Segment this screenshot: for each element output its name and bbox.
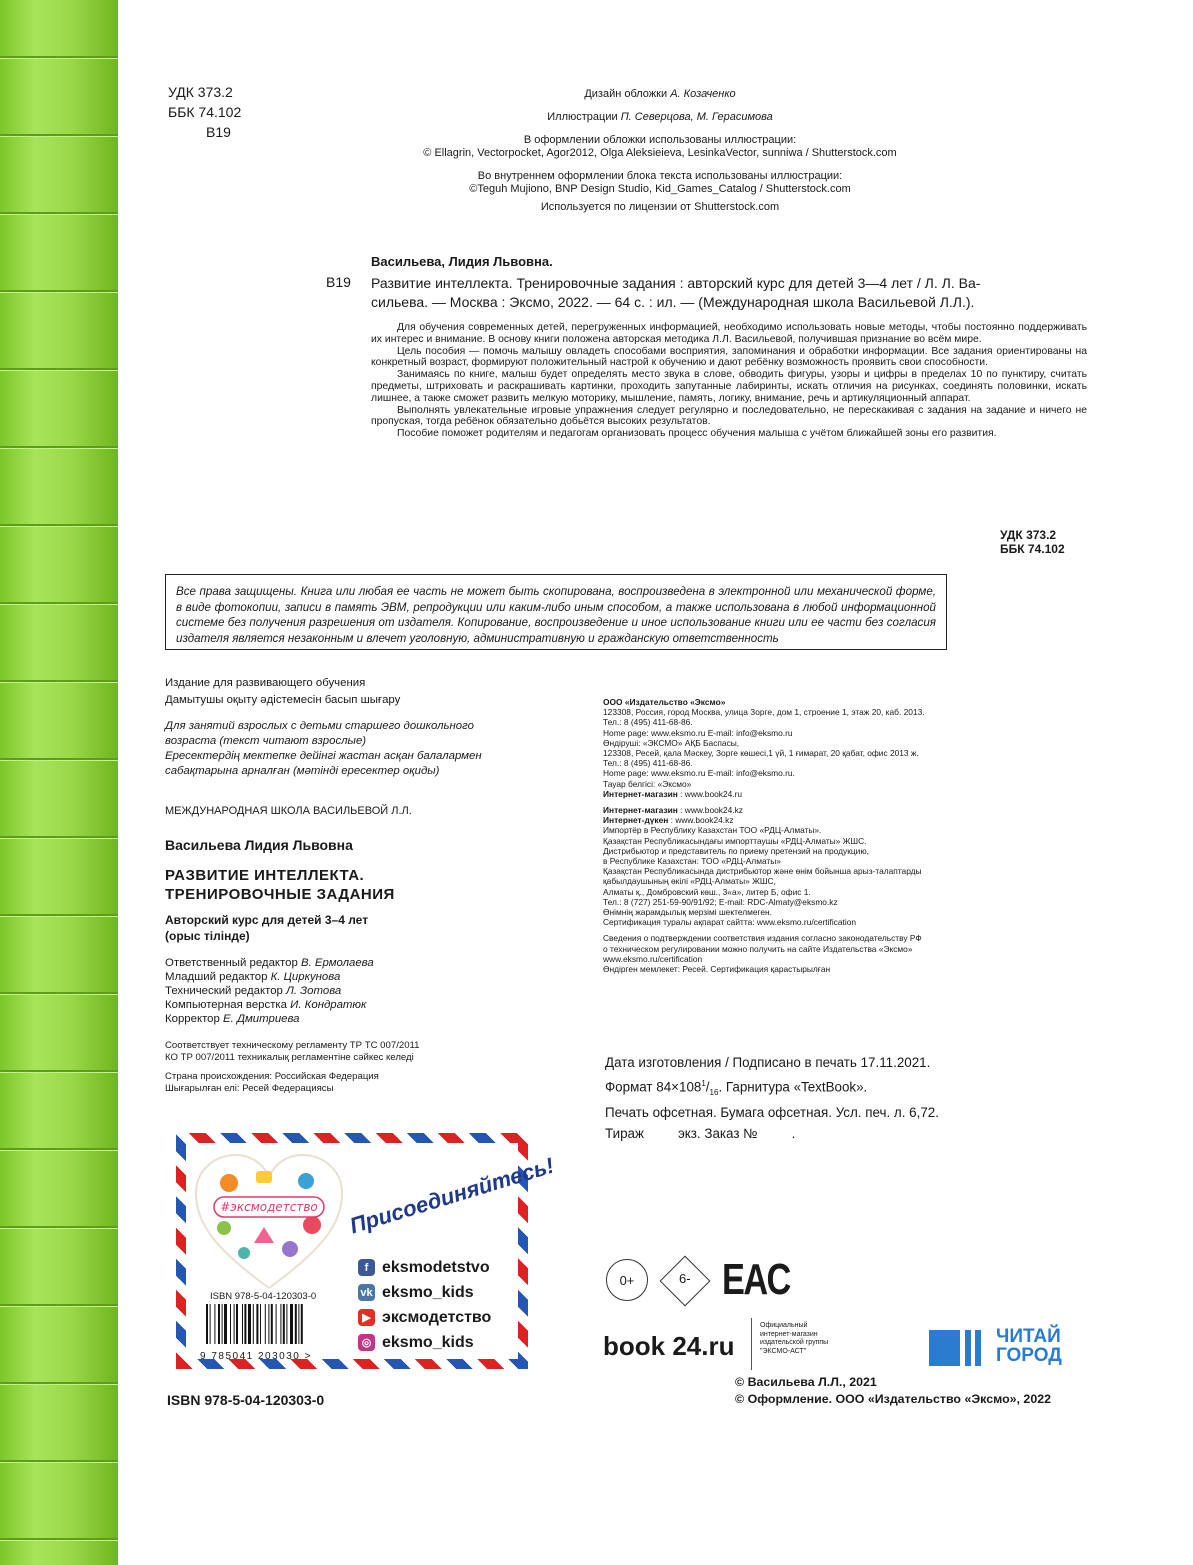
spine-tile bbox=[0, 1384, 118, 1462]
udk-code: УДК 373.2 bbox=[1000, 528, 1057, 542]
social-handle: eksmo_kids bbox=[382, 1283, 474, 1301]
abstract-paragraph: Пособие поможет родителям и педагогам организовать процесс обучения малыша с учётом ближайшей зоны его развития. bbox=[397, 428, 997, 440]
publisher-line: Қазақстан Республикасында дистрибьютор және өнім бойынша арыз-талаптарды bbox=[603, 866, 922, 877]
cover-illus-sources: © Ellagrin, Vectorpocket, Agor2012, Olga Aleksieieva, LesinkaVector, sunniwa / Shutterstock.com bbox=[423, 147, 897, 159]
barcode-bar bbox=[268, 1304, 269, 1344]
heart-illustration bbox=[194, 1153, 344, 1291]
abstract-paragraph: Цель пособия — помочь малышу овладеть способами восприятия, запоминания и обработки информации. Все задания ориентированы на конкретный возраст, формируют положительный настрой к обучению и дают ребёнку возможность проявить свои способности. bbox=[371, 345, 1087, 369]
copyright-lines bbox=[735, 1374, 1051, 1408]
publisher-line: Қазақстан Республикасындағы импорттаушы «РДЦ-Алматы» ЖШС. bbox=[603, 835, 867, 846]
age-note: Для занятий взрослых с детьми старшего дошкольного возраста (текст читают взрослые) Ересектердің мектепке дейінгі жастан асқан балалармен сабақтарына арналған (мәтінді ересектер оқиды) bbox=[165, 720, 482, 777]
barcode-bar bbox=[214, 1304, 215, 1344]
barcode-bar bbox=[244, 1304, 246, 1344]
publisher-line: в Республике Казахстан: ТОО «РДЦ-Алматы» bbox=[603, 856, 781, 867]
publisher-line: Интернет-магазин : www.book24.kz bbox=[603, 805, 743, 816]
spine-tile bbox=[0, 838, 118, 916]
barcode-bar bbox=[298, 1304, 299, 1344]
book24-logo: book 24.ru bbox=[603, 1331, 735, 1361]
illustrations-credit: Иллюстрации П. Северцова, М. Герасимова bbox=[547, 111, 773, 123]
biblio-line-2: сильева. — Москва : Эксмо, 2022. — 64 с. : ил. — (Международная школа Васильевой Л.Л.). bbox=[371, 294, 975, 310]
promo-card bbox=[176, 1133, 557, 1369]
barcode-bars bbox=[200, 1302, 350, 1346]
bbk-line: ББК 74.102 bbox=[168, 104, 242, 120]
publisher-line: Home page: www.eksmo.ru E-mail: info@eksmo.ru bbox=[603, 727, 793, 738]
barcode-bar bbox=[295, 1304, 297, 1344]
barcode-bar bbox=[280, 1304, 281, 1344]
spine-tile bbox=[0, 1072, 118, 1150]
barcode-bar bbox=[242, 1304, 243, 1344]
biblio-line-1: Развитие интеллекта. Тренировочные задания : авторский курс для детей 3—4 лет / Л. Л. Ва- bbox=[371, 275, 981, 291]
barcode-bar bbox=[253, 1304, 254, 1344]
abstract bbox=[371, 322, 1087, 440]
logo-divider bbox=[751, 1318, 752, 1370]
barcode-bar bbox=[260, 1304, 261, 1344]
credits-block bbox=[330, 88, 990, 214]
author-mark: В19 bbox=[206, 124, 231, 140]
edition-type: Издание для развивающего обучения bbox=[165, 677, 366, 689]
left-author: Васильева Лидия Львовна bbox=[165, 837, 353, 853]
book-title: РАЗВИТИЕ ИНТЕЛЛЕКТА. ТРЕНИРОВОЧНЫЕ ЗАДАНИЯ bbox=[165, 867, 395, 903]
copyright-author: © Васильева Л.Л., 2021 bbox=[735, 1375, 877, 1389]
udk-block bbox=[168, 84, 241, 141]
print-paper: Печать офсетная. Бумага офсетная. Усл. печ. л. 6,72. bbox=[605, 1105, 939, 1121]
publisher-line: Алматы қ., Домбровский көш., 3«а», литер Б, офис 1. bbox=[603, 886, 811, 897]
spine-tile bbox=[0, 1540, 118, 1565]
language-note: (орыс тілінде) bbox=[165, 929, 250, 943]
spine-tile bbox=[0, 0, 118, 58]
spine-tile bbox=[0, 1150, 118, 1228]
bbk-code: ББК 74.102 bbox=[1000, 542, 1065, 556]
social-links bbox=[358, 1255, 491, 1355]
origin-note: Страна происхождения: Российская Федерация Шығарылған елі: Ресей Федерациясы bbox=[165, 1071, 379, 1094]
social-link[interactable] bbox=[358, 1330, 491, 1355]
staff-line: Младший редактор К. Циркунова bbox=[165, 971, 341, 983]
copyright-notice-box bbox=[165, 574, 947, 650]
spine-tile bbox=[0, 760, 118, 838]
barcode-bar bbox=[248, 1304, 251, 1344]
edition-info bbox=[165, 676, 495, 1094]
barcode-bar bbox=[206, 1304, 208, 1344]
green-spine bbox=[0, 0, 118, 1565]
age-rating-0plus: 0+ bbox=[606, 1259, 648, 1301]
instagram-icon: ◎ bbox=[358, 1334, 375, 1351]
social-link[interactable] bbox=[358, 1305, 491, 1330]
barcode-isbn: ISBN 978-5-04-120303-0 bbox=[210, 1291, 317, 1302]
publisher-line: Өндірген мемлекет: Ресей. Сертификация қарастырылған bbox=[603, 964, 831, 975]
facebook-icon: f bbox=[358, 1259, 375, 1276]
book-subtitle: Авторский курс для детей 3–4 лет bbox=[165, 913, 369, 927]
staff-line: Технический редактор Л. Зотова bbox=[165, 985, 342, 997]
spine-tile bbox=[0, 916, 118, 994]
biblio-record bbox=[371, 274, 1087, 312]
barcode-bar bbox=[265, 1304, 266, 1344]
copyright-design: © Оформление. ООО «Издательство «Эксмо», 2022 bbox=[735, 1392, 1051, 1406]
chitai-gorod-logo-mark bbox=[929, 1330, 986, 1366]
spine-tile bbox=[0, 1306, 118, 1384]
youtube-icon: ▶ bbox=[358, 1309, 375, 1326]
inner-illus-label: Во внутреннем оформлении блока текста использованы иллюстрации: bbox=[477, 170, 843, 182]
publisher-line: www.eksmo.ru/certification bbox=[603, 953, 703, 964]
barcode bbox=[200, 1291, 350, 1362]
publisher-line: Сертификация туралы ақпарат сайтта: www.eksmo.ru/certification bbox=[603, 917, 857, 928]
publisher-line: Импортёр в Республику Казахстан ТОО «РДЦ-Алматы». bbox=[603, 825, 822, 836]
license-note: Используется по лицензии от Shutterstock.com bbox=[540, 201, 780, 213]
barcode-bar bbox=[210, 1304, 211, 1344]
spine-tile bbox=[0, 682, 118, 760]
barcode-bar bbox=[283, 1304, 285, 1344]
abstract-paragraph: Для обучения современных детей, перегруженных информацией, необходимо использовать новые методы, чтобы постоянно поддерживать их интерес и внимание. В основу книги положена авторская методика Л.Л. Васильевой, получившая признание во всём мире. bbox=[371, 322, 1087, 345]
barcode-bar bbox=[222, 1304, 223, 1344]
social-handle: эксмодетство bbox=[382, 1308, 492, 1326]
publisher-line: Өнімнің жарамдылық мерзімі шектелмеген. bbox=[603, 907, 772, 918]
cover-illus-label: В оформлении обложки использованы иллюстрации: bbox=[523, 134, 797, 146]
spine-tile bbox=[0, 526, 118, 604]
barcode-bar bbox=[286, 1304, 287, 1344]
publisher-line: Сведения о подтверждении соответствия издания согласно законодательству РФ bbox=[603, 933, 922, 944]
abstract-udk bbox=[1000, 528, 1087, 556]
social-link[interactable] bbox=[358, 1255, 491, 1280]
series-name: МЕЖДУНАРОДНАЯ ШКОЛА ВАСИЛЬЕВОЙ Л.Л. bbox=[165, 805, 412, 817]
certification-block bbox=[603, 933, 1033, 974]
publisher-info bbox=[603, 697, 1033, 974]
biblio-code: В19 bbox=[326, 274, 351, 290]
eac-mark: EAC bbox=[722, 1255, 790, 1304]
spine-tile bbox=[0, 136, 118, 214]
print-info bbox=[605, 1053, 1025, 1144]
spine-tile bbox=[0, 994, 118, 1072]
spine-tile bbox=[0, 370, 118, 448]
publisher-line: Тел.: 8 (727) 251-59-90/91/92; E-mail: RDC-Almaty@eksmo.kz bbox=[603, 896, 838, 907]
inner-illus-sources: ©Teguh Mujiono, BNP Design Studio, Kid_Games_Catalog / Shutterstock.com bbox=[469, 183, 851, 195]
spine-tile bbox=[0, 604, 118, 682]
publisher-line: Тауар белгісі: «Эксмо» bbox=[603, 778, 692, 789]
barcode-bar bbox=[218, 1304, 220, 1344]
svg-text:#эксмодетство: #эксмодетство bbox=[220, 1200, 318, 1214]
publisher-block-ru bbox=[603, 697, 1033, 799]
barcode-digits: 9 785041 203030 > bbox=[200, 1351, 312, 1362]
chitai-gorod-logo-text: ЧИТАЙ ГОРОД bbox=[996, 1326, 1062, 1366]
spine-tile bbox=[0, 1228, 118, 1306]
staff-line: Компьютерная верстка И. Кондратюк bbox=[165, 999, 367, 1011]
join-us-banner: Присоединяйтесь! bbox=[346, 1152, 557, 1239]
biblio-author: Васильева, Лидия Львовна. bbox=[371, 254, 553, 269]
publisher-line: Интернет-магазин : www.book24.ru bbox=[603, 788, 743, 799]
barcode-bar bbox=[301, 1304, 303, 1344]
social-handle: eksmodetstvo bbox=[382, 1258, 490, 1276]
barcode-bar bbox=[230, 1304, 231, 1344]
publisher-block-kz bbox=[603, 805, 1033, 927]
abstract-paragraph: Выполнять увлекательные игровые упражнения следует регулярно и последовательно, не перескакивая с задания на задание и ничего не пропуская, тогда ребёнок обязательно добьётся высоких результатов. bbox=[371, 404, 1087, 428]
barcode-bar bbox=[271, 1304, 273, 1344]
publisher-line: Интернет-дүкен : www.book24.kz bbox=[603, 815, 734, 826]
spine-tile bbox=[0, 448, 118, 526]
regulation-note: Соответствует техническому регламенту ТР ТС 007/2011 КО ТР 007/2011 техникалық регламентіне сәйкес келеді bbox=[165, 1040, 420, 1063]
publisher-line: Тел.: 8 (495) 411-68-86. bbox=[603, 758, 693, 769]
publisher-line: Дистрибьютор и представитель по приему претензий на продукцию, bbox=[603, 845, 869, 856]
print-date: Дата изготовления / Подписано в печать 17.11.2021. bbox=[605, 1055, 931, 1070]
vk-icon: vk bbox=[358, 1284, 375, 1301]
staff-line: Ответственный редактор В. Ермолаева bbox=[165, 957, 374, 969]
publisher-line: ООО «Издательство «Эксмо» bbox=[603, 697, 726, 707]
publisher-line: 123308, Россия, город Москва, улица Зорге, дом 1, строение 1, этаж 20, каб. 2013. bbox=[603, 707, 925, 718]
barcode-bar bbox=[234, 1304, 235, 1344]
barcode-bar bbox=[290, 1304, 293, 1344]
publisher-line: қабылдаушының өкілі «РДЦ-Алматы» ЖШС, bbox=[603, 876, 776, 887]
barcode-bar bbox=[276, 1304, 277, 1344]
print-format: Формат $84\times 108^1/_{16}$. Гарнитура «TextBook». bbox=[605, 1078, 868, 1097]
publisher-line: Өндіруші: «ЭКСМО» АҚБ Баспасы, bbox=[603, 737, 740, 748]
edition-type-kz: Дамытушы оқыту әдістемесін басып шығару bbox=[165, 694, 401, 706]
udk-line: УДК 373.2 bbox=[168, 84, 233, 100]
barcode-bar bbox=[224, 1304, 227, 1344]
print-run: Тираж экз. Заказ № . bbox=[605, 1125, 796, 1141]
spine-tile bbox=[0, 214, 118, 292]
cover-design-credit: Дизайн обложки А. Козаченко bbox=[584, 88, 736, 100]
spine-tile bbox=[0, 58, 118, 136]
abstract-paragraph: Занимаясь по книге, малыш будет определять место звука в слове, обводить фигуры, узоры и цифры в пределах 10 по пунктиру, считать предметы, штриховать и раскрашивать картинки, проходить запутанные лабиринты, искать отличия на рисунках, соединять половинки, искать лишнее, а также сможет развить мелкую моторику, мышление, память, логику, внимание, речь и артикуляционный аппарат. bbox=[371, 369, 1087, 404]
spine-tile bbox=[0, 292, 118, 370]
copyright-notice-text: Все права защищены. Книга или любая ее часть не может быть скопирована, воспроизведена в электронной или механической форме, в виде фотокопии, записи в память ЭВМ, репродукции или каким-либо иным способом, а также использована в любой информационной системе без получения разрешения от издателя. Копирование, воспроизведение и иное использование книги или ее части без согласия издателя является незаконным и влечет уголовную, административную и гражданскую ответственность bbox=[176, 585, 936, 645]
age-rating-6: 6- bbox=[679, 1271, 691, 1286]
spine-tile bbox=[0, 1462, 118, 1540]
social-handle: eksmo_kids bbox=[382, 1333, 474, 1351]
isbn: ISBN 978-5-04-120303-0 bbox=[167, 1392, 325, 1408]
social-link[interactable] bbox=[358, 1280, 491, 1305]
publisher-line: 123308, Ресей, қала Мәскеу, Зорге көшесі,1 үй, 1 ғимарат, 20 қабат, офис 2013 ж. bbox=[603, 748, 919, 759]
staff-list bbox=[165, 956, 495, 1026]
staff-line: Корректор Е. Дмитриева bbox=[165, 1013, 300, 1025]
publisher-line: Тел.: 8 (495) 411-68-86. bbox=[603, 717, 693, 728]
book24-note: Официальный интернет-магазин издательской группы "ЭКСМО-АСТ" bbox=[760, 1322, 829, 1355]
publisher-line: о техническом регулировании можно получить на сайте Издательства «Эксмо» bbox=[603, 943, 913, 954]
barcode-bar bbox=[236, 1304, 238, 1344]
publisher-line: Home page: www.eksmo.ru E-mail: info@eksmo.ru. bbox=[603, 768, 795, 779]
barcode-bar bbox=[256, 1304, 258, 1344]
